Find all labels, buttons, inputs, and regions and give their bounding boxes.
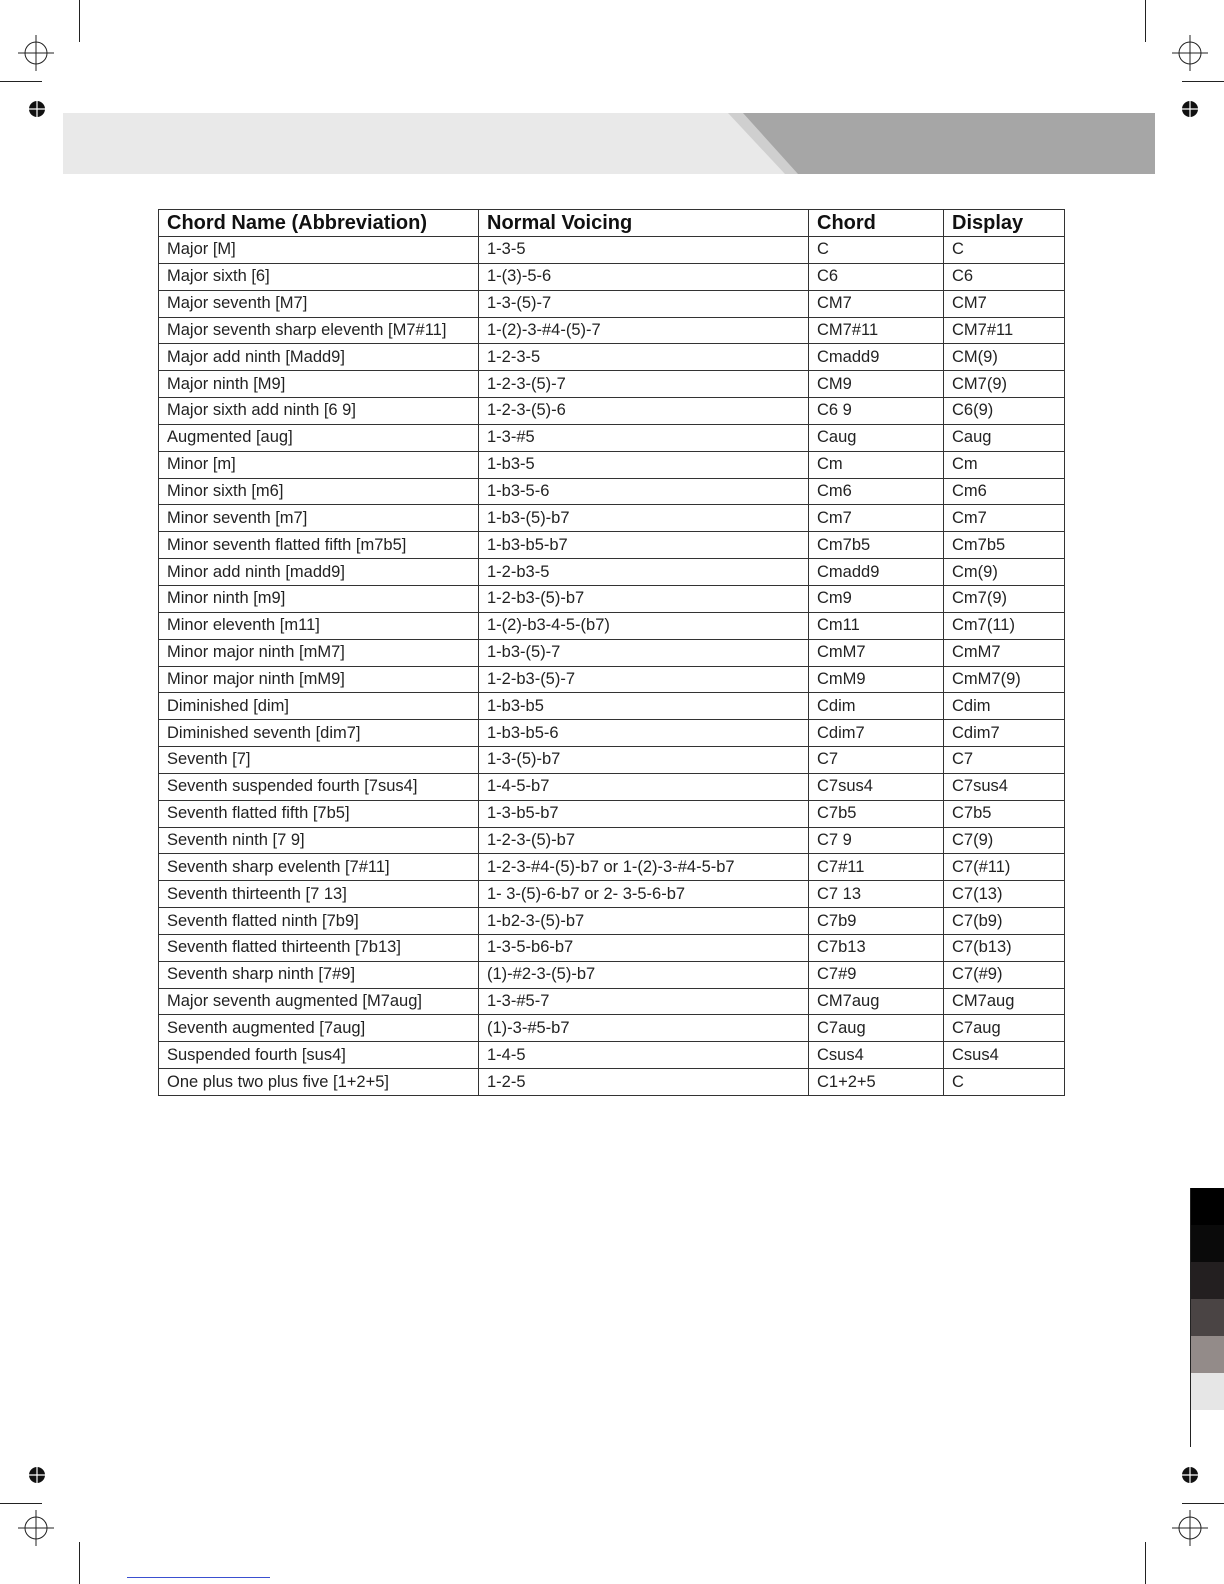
cell-chord: C7 9 (809, 827, 944, 854)
color-swatch (1190, 1262, 1224, 1299)
cell-display: CM7(9) (944, 371, 1065, 398)
table-row (159, 290, 1065, 317)
cell-normal-voicing: 1-4-5 (479, 1042, 809, 1069)
cell-display: C7(9) (944, 827, 1065, 854)
table-row (159, 344, 1065, 371)
crop-mark (79, 1542, 80, 1584)
table-row (159, 908, 1065, 935)
cell-chord: CM7#11 (809, 317, 944, 344)
cell-chord: C (809, 237, 944, 264)
cell-display: Cm(9) (944, 559, 1065, 586)
cell-display: Cm7 (944, 505, 1065, 532)
table-body (159, 237, 1065, 1096)
color-swatch (1190, 1225, 1224, 1262)
cell-chord: C1+2+5 (809, 1069, 944, 1096)
cell-normal-voicing: 1-b3-b5-6 (479, 720, 809, 747)
color-swatch (1190, 1373, 1224, 1410)
cell-chord-name: Seventh sharp evelenth [7#11] (159, 854, 479, 881)
cell-chord: Cm (809, 451, 944, 478)
crop-mark (0, 81, 42, 82)
cell-display: Cm6 (944, 478, 1065, 505)
crop-mark (1182, 1503, 1224, 1504)
table-row (159, 881, 1065, 908)
cell-normal-voicing: 1-3-#5 (479, 424, 809, 451)
header-display: Display (944, 210, 1065, 237)
table-row (159, 237, 1065, 264)
cell-display: Cdim (944, 693, 1065, 720)
table-row (159, 693, 1065, 720)
cell-display: C7(b9) (944, 908, 1065, 935)
cell-chord: C7sus4 (809, 773, 944, 800)
cell-chord: C7#9 (809, 961, 944, 988)
table-row (159, 747, 1065, 774)
cell-display: Cdim7 (944, 720, 1065, 747)
crosshair-circle-icon (1170, 1508, 1210, 1548)
cell-normal-voicing: 1-2-3-(5)-7 (479, 371, 809, 398)
cell-chord-name: Seventh ninth [7 9] (159, 827, 479, 854)
crosshair-circle-icon (1170, 33, 1210, 73)
cell-chord-name: Minor major ninth [mM9] (159, 666, 479, 693)
cell-chord-name: Major sixth [6] (159, 263, 479, 290)
cell-chord-name: Major add ninth [Madd9] (159, 344, 479, 371)
cell-chord-name: Diminished [dim] (159, 693, 479, 720)
table-row (159, 478, 1065, 505)
table-row (159, 773, 1065, 800)
cell-chord-name: Augmented [aug] (159, 424, 479, 451)
cell-chord: Caug (809, 424, 944, 451)
table-row (159, 988, 1065, 1015)
cell-display: CM(9) (944, 344, 1065, 371)
cell-chord-name: Major seventh augmented [M7aug] (159, 988, 479, 1015)
table-row (159, 585, 1065, 612)
cell-display: CM7#11 (944, 317, 1065, 344)
cell-chord: C7aug (809, 1015, 944, 1042)
cell-chord-name: Seventh thirteenth [7 13] (159, 881, 479, 908)
cell-normal-voicing: 1- 3-(5)-6-b7 or 2- 3-5-6-b7 (479, 881, 809, 908)
cell-chord-name: Minor major ninth [mM7] (159, 639, 479, 666)
cell-chord-name: Minor ninth [m9] (159, 585, 479, 612)
cell-chord: C7b13 (809, 934, 944, 961)
cell-normal-voicing: 1-3-(5)-b7 (479, 747, 809, 774)
cell-display: Cm (944, 451, 1065, 478)
table-row (159, 1015, 1065, 1042)
cell-normal-voicing: 1-2-3-(5)-6 (479, 398, 809, 425)
table-row (159, 612, 1065, 639)
cell-chord-name: Seventh [7] (159, 747, 479, 774)
color-swatch (1190, 1299, 1224, 1336)
cell-chord-name: Minor [m] (159, 451, 479, 478)
table-row (159, 532, 1065, 559)
table-row (159, 800, 1065, 827)
cell-normal-voicing: 1-3-b5-b7 (479, 800, 809, 827)
cell-chord: Csus4 (809, 1042, 944, 1069)
cell-normal-voicing: 1-(2)-3-#4-(5)-7 (479, 317, 809, 344)
cell-normal-voicing: 1-3-#5-7 (479, 988, 809, 1015)
table-row (159, 1069, 1065, 1096)
cell-chord-name: Minor seventh flatted fifth [m7b5] (159, 532, 479, 559)
cell-normal-voicing: 1-3-5-b6-b7 (479, 934, 809, 961)
cell-chord: CmM7 (809, 639, 944, 666)
header-band (63, 113, 1155, 174)
cell-chord-name: One plus two plus five [1+2+5] (159, 1069, 479, 1096)
cell-chord: Cm9 (809, 585, 944, 612)
table-row (159, 505, 1065, 532)
table-row (159, 827, 1065, 854)
cell-display: CM7aug (944, 988, 1065, 1015)
cell-chord: Cm7 (809, 505, 944, 532)
cell-normal-voicing: 1-b3-(5)-b7 (479, 505, 809, 532)
table-row (159, 720, 1065, 747)
table-row (159, 934, 1065, 961)
cell-normal-voicing: 1-2-b3-5 (479, 559, 809, 586)
cell-display: Cm7b5 (944, 532, 1065, 559)
cell-display: Cm7(11) (944, 612, 1065, 639)
cell-normal-voicing: (1)-#2-3-(5)-b7 (479, 961, 809, 988)
cell-chord-name: Suspended fourth [sus4] (159, 1042, 479, 1069)
cell-chord: Cm11 (809, 612, 944, 639)
table-row (159, 263, 1065, 290)
cell-chord-name: Major seventh [M7] (159, 290, 479, 317)
chord-table (158, 209, 1065, 1096)
cell-display: Csus4 (944, 1042, 1065, 1069)
crop-mark (79, 0, 80, 42)
table-row (159, 559, 1065, 586)
table-row (159, 639, 1065, 666)
color-swatch (1190, 1336, 1224, 1373)
cell-display: C7b5 (944, 800, 1065, 827)
cell-chord-name: Diminished seventh [dim7] (159, 720, 479, 747)
cell-normal-voicing: 1-3-5 (479, 237, 809, 264)
cell-chord: C7b9 (809, 908, 944, 935)
header-tab-shape (63, 113, 1155, 174)
cell-chord: C6 (809, 263, 944, 290)
cell-display: C7 (944, 747, 1065, 774)
color-swatch (1190, 1410, 1224, 1447)
cell-normal-voicing: 1-4-5-b7 (479, 773, 809, 800)
cell-display: C (944, 237, 1065, 264)
cell-chord: CM7aug (809, 988, 944, 1015)
cell-chord: C7 (809, 747, 944, 774)
cell-chord-name: Minor add ninth [madd9] (159, 559, 479, 586)
color-swatch (1190, 1188, 1224, 1225)
table-row (159, 1042, 1065, 1069)
crop-mark (1145, 0, 1146, 42)
quartered-dot-icon (28, 1466, 46, 1484)
cell-chord-name: Seventh flatted ninth [7b9] (159, 908, 479, 935)
crosshair-circle-icon (16, 1508, 56, 1548)
cell-display: C7aug (944, 1015, 1065, 1042)
crop-mark (0, 1503, 42, 1504)
cell-normal-voicing: 1-(2)-b3-4-5-(b7) (479, 612, 809, 639)
cell-chord-name: Major [M] (159, 237, 479, 264)
cell-chord-name: Major sixth add ninth [6 9] (159, 398, 479, 425)
cell-normal-voicing: 1-3-(5)-7 (479, 290, 809, 317)
cell-normal-voicing: (1)-3-#5-b7 (479, 1015, 809, 1042)
header-chord: Chord (809, 210, 944, 237)
footer-underline (127, 1577, 270, 1578)
cell-normal-voicing: 1-2-b3-(5)-b7 (479, 585, 809, 612)
cell-normal-voicing: 1-2-5 (479, 1069, 809, 1096)
table-row (159, 854, 1065, 881)
cell-chord: CM9 (809, 371, 944, 398)
table-row (159, 666, 1065, 693)
cell-display: Caug (944, 424, 1065, 451)
cell-chord-name: Seventh augmented [7aug] (159, 1015, 479, 1042)
color-calibration-strip (1190, 1188, 1224, 1447)
cell-chord: C7 13 (809, 881, 944, 908)
cell-chord-name: Minor seventh [m7] (159, 505, 479, 532)
cell-display: C7(13) (944, 881, 1065, 908)
cell-chord: Cm6 (809, 478, 944, 505)
cell-chord-name: Major ninth [M9] (159, 371, 479, 398)
table-header-row (159, 210, 1065, 237)
cell-chord: Cmadd9 (809, 559, 944, 586)
cell-display: CmM7(9) (944, 666, 1065, 693)
cell-display: Cm7(9) (944, 585, 1065, 612)
cell-normal-voicing: 1-b3-b5 (479, 693, 809, 720)
table-row (159, 424, 1065, 451)
header-normal-voicing: Normal Voicing (479, 210, 809, 237)
cell-chord: Cmadd9 (809, 344, 944, 371)
cell-display: CM7 (944, 290, 1065, 317)
cell-chord-name: Seventh flatted thirteenth [7b13] (159, 934, 479, 961)
cell-chord-name: Major seventh sharp eleventh [M7#11] (159, 317, 479, 344)
crosshair-circle-icon (16, 33, 56, 73)
cell-normal-voicing: 1-2-3-#4-(5)-b7 or 1-(2)-3-#4-5-b7 (479, 854, 809, 881)
header-chord-name: Chord Name (Abbreviation) (159, 210, 479, 237)
cell-chord: C6 9 (809, 398, 944, 425)
cell-normal-voicing: 1-2-3-5 (479, 344, 809, 371)
table-row (159, 317, 1065, 344)
cell-chord-name: Minor eleventh [m11] (159, 612, 479, 639)
cell-chord-name: Seventh suspended fourth [7sus4] (159, 773, 479, 800)
cell-chord-name: Minor sixth [m6] (159, 478, 479, 505)
cell-chord: C7b5 (809, 800, 944, 827)
cell-display: C6(9) (944, 398, 1065, 425)
cell-display: C (944, 1069, 1065, 1096)
cell-chord-name: Seventh flatted fifth [7b5] (159, 800, 479, 827)
cell-chord: Cdim (809, 693, 944, 720)
quartered-dot-icon (1181, 100, 1199, 118)
table-row (159, 961, 1065, 988)
table-row (159, 371, 1065, 398)
cell-normal-voicing: 1-2-3-(5)-b7 (479, 827, 809, 854)
cell-normal-voicing: 1-b3-5-6 (479, 478, 809, 505)
cell-normal-voicing: 1-b2-3-(5)-b7 (479, 908, 809, 935)
cell-chord: C7#11 (809, 854, 944, 881)
cell-display: C7(#11) (944, 854, 1065, 881)
cell-normal-voicing: 1-b3-b5-b7 (479, 532, 809, 559)
cell-chord: CmM9 (809, 666, 944, 693)
crop-mark (1145, 1542, 1146, 1584)
cell-display: C7(#9) (944, 961, 1065, 988)
cell-normal-voicing: 1-(3)-5-6 (479, 263, 809, 290)
quartered-dot-icon (1181, 1466, 1199, 1484)
cell-chord: Cdim7 (809, 720, 944, 747)
cell-display: C6 (944, 263, 1065, 290)
table-row (159, 398, 1065, 425)
cell-display: C7(b13) (944, 934, 1065, 961)
cell-chord-name: Seventh sharp ninth [7#9] (159, 961, 479, 988)
table-row (159, 451, 1065, 478)
cell-chord: Cm7b5 (809, 532, 944, 559)
cell-chord: CM7 (809, 290, 944, 317)
crop-mark (1182, 81, 1224, 82)
cell-normal-voicing: 1-b3-5 (479, 451, 809, 478)
cell-display: CmM7 (944, 639, 1065, 666)
cell-normal-voicing: 1-b3-(5)-7 (479, 639, 809, 666)
cell-normal-voicing: 1-2-b3-(5)-7 (479, 666, 809, 693)
cell-display: C7sus4 (944, 773, 1065, 800)
quartered-dot-icon (28, 100, 46, 118)
